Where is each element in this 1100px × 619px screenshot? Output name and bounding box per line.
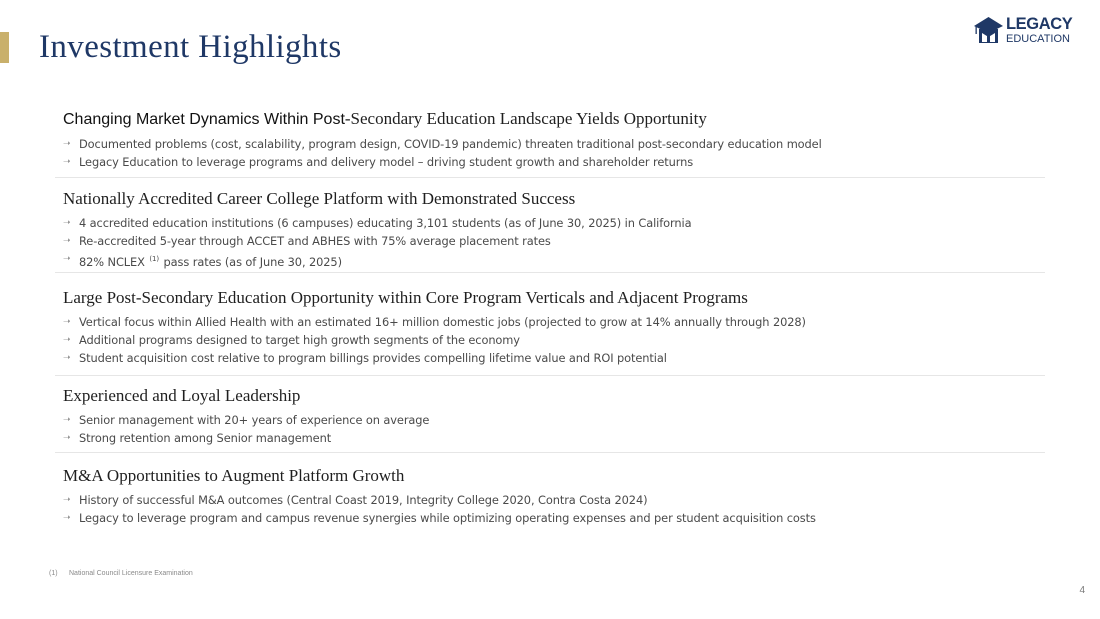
list-item-text: Vertical focus within Allied Health with an estimated 16+ million domestic jobs (projected to grow at 14% annually through 2028)	[79, 315, 806, 329]
list-item-text: Additional programs designed to target high growth segments of the economy	[79, 333, 520, 347]
section-heading: M&A Opportunities to Augment Platform Growth	[63, 466, 405, 485]
bullet-list	[63, 491, 1047, 527]
bullet-list	[63, 214, 1047, 271]
section-heading	[63, 108, 1047, 131]
arrow-bullet-icon: ➝	[63, 335, 71, 345]
page-number: 4	[1079, 585, 1085, 596]
list-item	[63, 313, 1047, 331]
list-item	[63, 135, 1047, 153]
bullet-list	[63, 135, 1047, 171]
section-heading: Experienced and Loyal Leadership	[63, 386, 301, 405]
list-item-text-after: pass rates (as of June 30, 2025)	[163, 255, 342, 269]
arrow-bullet-icon: ➝	[63, 157, 71, 167]
legacy-education-logo	[973, 16, 1085, 46]
section-heading-lead: Changing Market Dynamics Within Post	[63, 111, 345, 128]
section-mna	[63, 465, 1047, 527]
arrow-bullet-icon: ➝	[63, 513, 71, 523]
section-divider	[55, 375, 1045, 376]
list-item-text: Re-accredited 5-year through ACCET and ABHES with 75% average placement rates	[79, 234, 551, 248]
bullet-list	[63, 313, 1047, 367]
title-accent-bar	[0, 32, 9, 63]
arrow-bullet-icon: ➝	[63, 353, 71, 363]
list-item-text-before: 82% NCLEX	[79, 255, 145, 269]
page-title: Investment Highlights	[39, 29, 342, 65]
list-item-text: Documented problems (cost, scalability, program design, COVID-19 pandemic) threaten traditional post-secondary education model	[79, 137, 822, 151]
bullet-list	[63, 411, 1047, 447]
list-item-text: 4 accredited education institutions (6 campuses) educating 3,101 students (as of June 30, 2025) in California	[79, 216, 692, 230]
section-heading: Nationally Accredited Career College Platform with Demonstrated Success	[63, 189, 576, 208]
list-item	[63, 331, 1047, 349]
list-item	[63, 429, 1047, 447]
list-item	[63, 491, 1047, 509]
arrow-bullet-icon: ➝	[63, 495, 71, 505]
list-item-text: Student acquisition cost relative to program billings provides compelling lifetime value and ROI potential	[79, 351, 667, 365]
section-leadership	[63, 385, 1047, 447]
list-item	[63, 250, 1047, 271]
section-heading: Large Post-Secondary Education Opportunity within Core Program Verticals and Adjacent Programs	[63, 288, 748, 307]
list-item	[63, 509, 1047, 527]
section-heading-rest: -Secondary Education Landscape Yields Opportunity	[344, 109, 707, 128]
arrow-bullet-icon: ➝	[63, 317, 71, 327]
section-accredited-platform	[63, 188, 1047, 271]
section-opportunity	[63, 287, 1047, 367]
section-divider	[55, 272, 1045, 273]
section-divider	[55, 177, 1045, 178]
list-item	[63, 214, 1047, 232]
list-item-text: Senior management with 20+ years of experience on average	[79, 413, 430, 427]
footnote-mark: (1)	[49, 570, 58, 577]
list-item	[63, 232, 1047, 250]
footnote-text: National Council Licensure Examination	[69, 570, 193, 577]
logo-wordmark: LEGACY	[1006, 15, 1073, 33]
list-item	[63, 411, 1047, 429]
arrow-bullet-icon: ➝	[63, 415, 71, 425]
list-item-text: Strong retention among Senior management	[79, 431, 332, 445]
arrow-bullet-icon: ➝	[63, 236, 71, 246]
footnote	[49, 570, 193, 577]
arrow-bullet-icon: ➝	[63, 139, 71, 149]
footnote-reference: (1)	[149, 255, 160, 263]
arrow-bullet-icon: ➝	[63, 254, 71, 264]
list-item-text: Legacy to leverage program and campus revenue synergies while optimizing operating expenses and per student acquisition costs	[79, 511, 816, 525]
section-market-dynamics	[63, 108, 1047, 171]
section-divider	[55, 452, 1045, 453]
list-item-text: History of successful M&A outcomes (Central Coast 2019, Integrity College 2020, Contra Costa 2024)	[79, 493, 648, 507]
arrow-bullet-icon: ➝	[63, 433, 71, 443]
list-item	[63, 349, 1047, 367]
list-item-text: Legacy Education to leverage programs and delivery model – driving student growth and shareholder returns	[79, 155, 694, 169]
mortarboard-house-icon	[973, 16, 1004, 46]
arrow-bullet-icon: ➝	[63, 218, 71, 228]
logo-subtitle: EDUCATION	[1006, 33, 1070, 45]
list-item	[63, 153, 1047, 171]
